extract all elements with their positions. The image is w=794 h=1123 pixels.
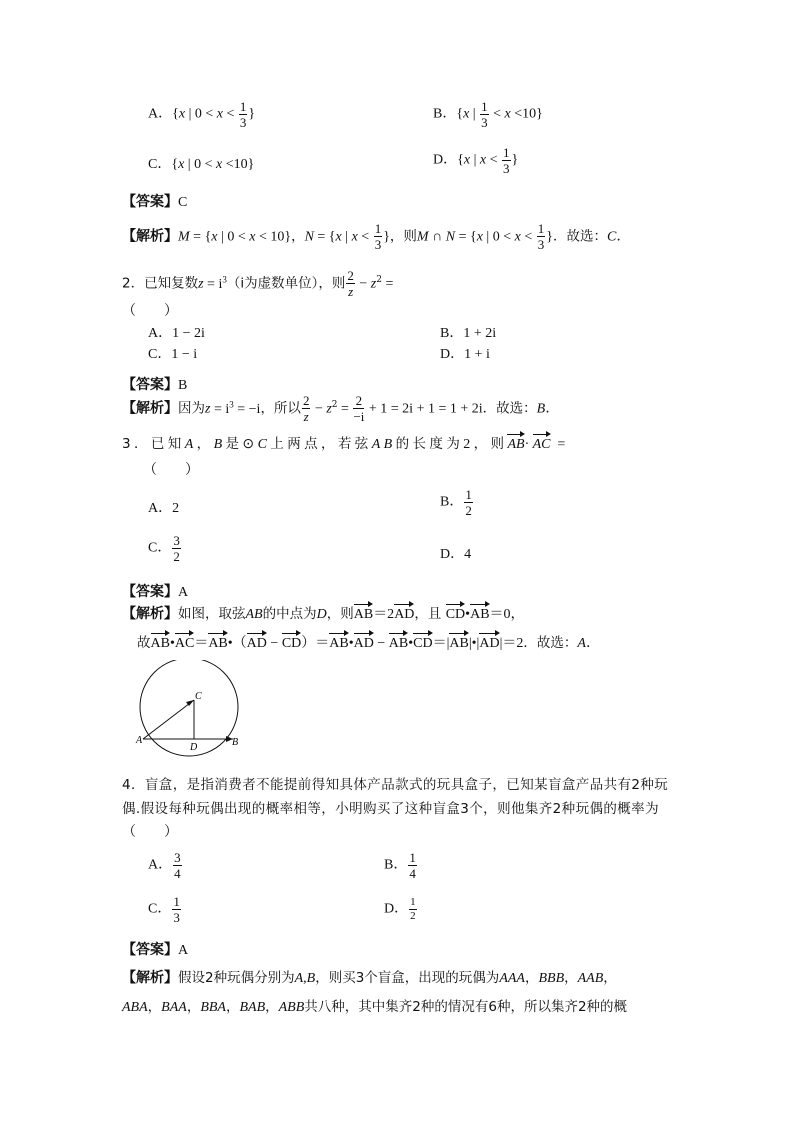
- q2-option-b: B．1 + 2i: [440, 326, 497, 341]
- q4-option-d: D． $\frac{1}{2}$: [384, 896, 416, 922]
- q2-option-d: D．1 + i: [440, 347, 490, 362]
- q4-paren: （ ）: [122, 825, 178, 840]
- answer-value: A: [178, 585, 189, 600]
- analysis-tag: 【解析】: [122, 606, 178, 622]
- answer-tag: 【答案】: [122, 194, 178, 210]
- q1-answer: [122, 191, 187, 211]
- answer-tag: 【答案】: [122, 942, 178, 958]
- q1-option-b: B．{x | $\frac{1}{3}$ < x <10}: [433, 99, 543, 130]
- q4-option-c: C． $\frac{1}{3}$: [148, 894, 180, 925]
- q3-option-c: C． $\frac{3}{2}$: [148, 533, 180, 564]
- vector-ac: [143, 700, 194, 739]
- q1-option-c: C．{x | 0 < x <10}: [148, 157, 255, 172]
- circle-figure: [132, 660, 252, 760]
- label-d: D: [190, 742, 198, 753]
- answer-value: B: [178, 378, 188, 393]
- q3-stem: 3．已知A，B是⊙C上两点，若弦AB的长度为2，则AB·AC =: [122, 432, 569, 453]
- circle-c: [140, 660, 238, 756]
- q4-analysis-line2: ABA，BAA，BBA，BAB，ABB共八种，其中集齐2种的情况有6种，所以集齐2种的概: [122, 999, 628, 1015]
- q2-answer: [122, 374, 187, 394]
- q2-paren: （ ）: [122, 304, 178, 319]
- label-b: B: [232, 737, 239, 748]
- q3-option-a: A．2: [148, 501, 180, 516]
- label-a: A: [136, 735, 143, 746]
- q4-stem-line1: 4．盲盒，是指消费者不能提前得知具体产品款式的玩具盒子，已知某盲盒产品共有2种玩: [122, 777, 669, 793]
- answer-value: A: [178, 943, 189, 958]
- answer-tag: 【答案】: [122, 377, 178, 393]
- q4-answer: [122, 939, 188, 959]
- q1-analysis: 【解析】M = {x | 0 < x < 10}，N = {x | x < $\frac{1}{3}$ }，则M ∩ N = {x | 0 < x < $\frac{1}{3}$ }．故选：C.: [122, 221, 621, 252]
- q2-option-a: A．1 − 2i: [148, 326, 205, 341]
- q1-option-d: D．{x | x < $\frac{1}{3}$ }: [433, 145, 519, 176]
- answer-value: C: [178, 195, 188, 210]
- analysis-tag: 【解析】: [122, 228, 178, 245]
- q4-option-b: B． $\frac{1}{4}$: [384, 850, 416, 881]
- q3-analysis-line2: 故AB•AC＝AB•（AD − CD）＝AB•AD − AB•CD＝|AB|•|AD|＝2．故选：A.: [137, 631, 590, 652]
- analysis-tag: 【解析】: [122, 400, 178, 417]
- q3-option-b: B． $\frac{1}{2}$: [440, 487, 472, 518]
- q2-stem: 2．已知复数$z = i^3(i$为虚数单位），则 $\frac{2}{z}$ − $z^2$ =: [122, 268, 394, 299]
- q4-analysis-line1: 【解析】假设2种玩偶分别为A,B，则买3个盲盒，出现的玩偶为AAA，BBB，AAB，: [122, 970, 617, 986]
- q3-option-d: D．4: [440, 547, 472, 562]
- q3-analysis-line1: 【解析】如图，取弦AB的中点为D，则AB＝2AD，且 CD•AB＝0，: [122, 602, 525, 623]
- q3-paren: （ ）: [143, 463, 199, 478]
- q2-analysis: 【解析】因为$z = i^3 = -i$，所以 $\frac{2}{z}$ − $z^2$ = $\frac{2}{-i}$ + 1 = 2i + 1 = 1 + 2i．故选：B.: [122, 393, 550, 424]
- q4-stem-line2: 偶.假设每种玩偶出现的概率相等，小明购买了这种盲盒3个，则他集齐2种玩偶的概率为: [122, 801, 659, 817]
- q3-answer: [122, 581, 188, 601]
- label-c: C: [195, 691, 202, 702]
- answer-tag: 【答案】: [122, 584, 178, 600]
- q4-option-a: A． $\frac{3}{4}$: [148, 850, 181, 881]
- q1-option-a: A．{x | 0 < x < $\frac{1}{3}$ }: [148, 99, 256, 130]
- analysis-tag: 【解析】: [122, 970, 178, 986]
- q2-option-c: C．1 − i: [148, 347, 198, 362]
